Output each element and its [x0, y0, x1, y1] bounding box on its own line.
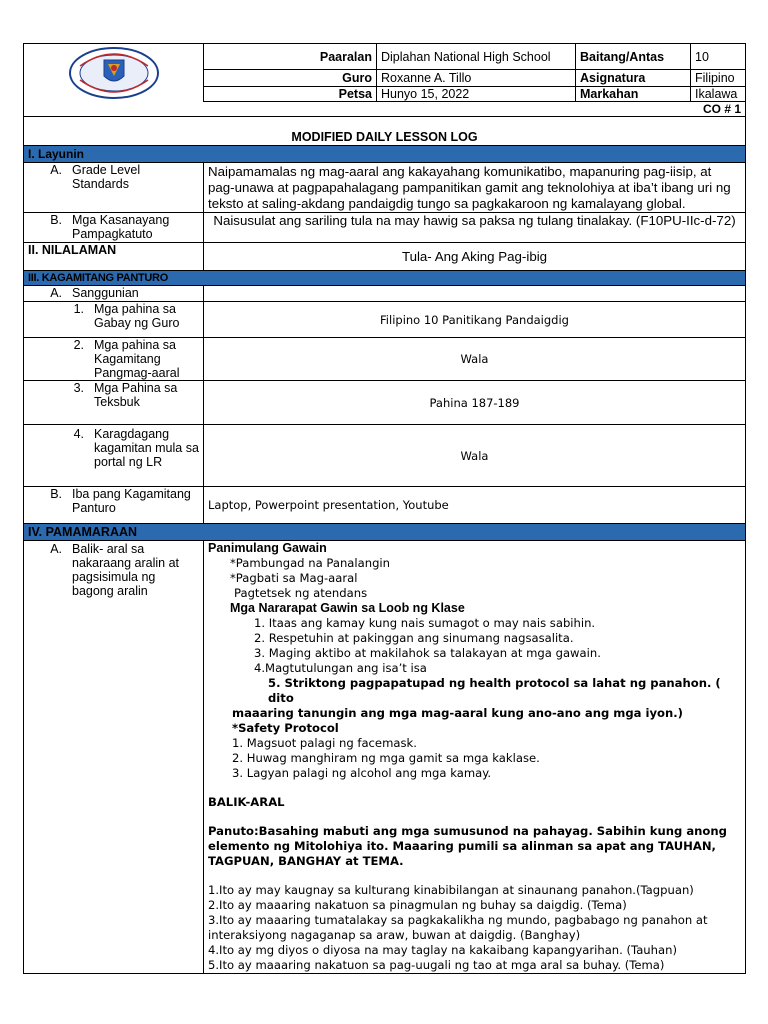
kasanayan-value: Naisusulat ang sariling tula na may hawig sa paksa ng tulang tinalakay. (F10PU-IIc-d-72) — [204, 213, 746, 243]
page-title: MODIFIED DAILY LESSON LOG — [24, 117, 746, 146]
reference-value: Filipino 10 Panitikang Pandaigdig — [204, 302, 746, 338]
item-letter: B. — [50, 213, 62, 227]
nararapat-item: 2. Respetuhin at pakinggan ang sinumang nagsasalita. — [254, 631, 574, 645]
panimula-heading: Panimulang Gawain — [208, 541, 327, 555]
item-letter: A. — [50, 163, 62, 177]
sanggunian-value — [204, 286, 746, 302]
sanggunian-label-text: Sanggunian — [72, 286, 139, 300]
co-number: CO # 1 — [24, 102, 746, 117]
reference-label — [24, 338, 204, 381]
petsa-value: Hunyo 15, 2022 — [377, 87, 576, 102]
section-kagamitan-heading: III. KAGAMITANG PANTURO — [24, 271, 746, 286]
pamamaraan-content — [204, 541, 746, 974]
nararapat-item: 3. Maging aktibo at makilahok sa talakayan at mga gawain. — [254, 646, 601, 660]
item-letter: A. — [50, 542, 62, 556]
safety-item: 1. Magsuot palagi ng facemask. — [232, 736, 417, 750]
paaralan-value: Diplahan National High School — [377, 44, 576, 70]
safety-item: 2. Huwag manghiram ng mga gamit sa mga kaklase. — [232, 751, 540, 765]
safety-item: 3. Lagyan palagi ng alcohol ang mga kamay. — [232, 766, 492, 780]
item-number: 2. — [73, 338, 84, 352]
petsa-label: Petsa — [204, 87, 377, 102]
guro-label: Guro — [204, 70, 377, 87]
grade-level-label — [24, 163, 204, 213]
reference-label-text: Mga pahina sa Kagamitang Pangmag-aaral — [94, 338, 180, 380]
item-number: 4. — [73, 427, 84, 441]
reference-label-text: Mga pahina sa Gabay ng Guro — [94, 302, 180, 330]
pahayag-item: 2.Ito ay maaaring nakatuon sa pinagmulan ng buhay sa daigdig. (Tema) — [208, 898, 627, 912]
kasanayan-label — [24, 213, 204, 243]
asignatura-value: Filipino — [691, 70, 746, 87]
safety-heading: *Safety Protocol — [232, 721, 339, 735]
pagbati-text: *Pagbati sa Mag-aaral — [230, 571, 358, 585]
panalangin-text: *Pambungad na Panalangin — [230, 556, 390, 570]
reference-value: Pahina 187-189 — [204, 381, 746, 425]
baitang-label: Baitang/Antas — [576, 44, 691, 70]
item-letter: B. — [50, 487, 62, 501]
sanggunian-label — [24, 286, 204, 302]
markahan-label: Markahan — [576, 87, 691, 102]
iba-pang-label — [24, 487, 204, 524]
pahayag-item: 1.Ito ay may kaugnay sa kulturang kinabibilangan at sinaunang panahon.(Tagpuan) — [208, 883, 694, 897]
guro-value: Roxanne A. Tillo — [377, 70, 576, 87]
lesson-log-table — [23, 43, 746, 974]
grade-level-value: Naipamamalas ng mag-aaral ang kakayahang komunikatibo, mapanuring pag-iisip, at pag-unawa at pagpapahalagang pampanitikan gamit ang teknolohiya at iba’t ibang uri ng teksto at saling-akdang pandaigdig tungo sa pagkakaroon ng kamalayang global. — [204, 163, 746, 213]
item-number: 3. — [73, 381, 84, 395]
kasanayan-label-text: Mga Kasanayang Pampagkatuto — [72, 213, 170, 241]
section-pamamaraan-heading: IV. PAMAMARAAN — [24, 524, 746, 541]
iba-pang-value: Laptop, Powerpoint presentation, Youtube — [204, 487, 746, 524]
panuto-text: Panuto:Basahing mabuti ang mga sumusunod na pahayag. Sabihin kung anong elemento ng Mitolohiya ito. Maaaring pumili sa alinman sa apat ang TAUHAN, TAGPUAN, BANGHAY at TEMA. — [208, 824, 727, 868]
reference-label — [24, 302, 204, 338]
nararapat-item: 4.Magtutulungan ang isa’t isa — [254, 661, 427, 675]
item-letter: A. — [50, 286, 62, 300]
health-protocol-line: 5. Striktong pagpapatupad ng health protocol sa lahat ng panahon. ( dito — [268, 676, 721, 705]
balik-aral-label — [24, 541, 204, 974]
nararapat-heading: Mga Nararapat Gawin sa Loob ng Klase — [230, 601, 465, 615]
asignatura-label: Asignatura — [576, 70, 691, 87]
item-number: 1. — [73, 302, 84, 316]
nilalaman-heading: II. NILALAMAN — [24, 243, 204, 271]
pagtetsek-text: Pagtetsek ng atendans — [234, 586, 368, 600]
markahan-value: Ikalawa — [691, 87, 746, 102]
deped-seal-logo — [28, 45, 199, 101]
iba-pang-label-text: Iba pang Kagamitang Panturo — [72, 487, 191, 515]
nilalaman-value: Tula- Ang Aking Pag-ibig — [204, 243, 746, 271]
grade-level-label-text: Grade Level Standards — [72, 163, 141, 191]
paaralan-label: Paaralan — [204, 44, 377, 70]
baitang-value: 10 — [691, 44, 746, 70]
pahayag-item: 4.Ito ay mg diyos o diyosa na may taglay na kakaibang kapangyarihan. (Tauhan) — [208, 943, 677, 957]
reference-value: Wala — [204, 425, 746, 487]
reference-value: Wala — [204, 338, 746, 381]
balik-aral-heading: BALIK-ARAL — [208, 795, 285, 809]
reference-label-text: Mga Pahina sa Teksbuk — [94, 381, 178, 409]
reference-label — [24, 381, 204, 425]
health-protocol-line: maaaring tanungin ang mga mag-aaral kung ano-ano ang mga iyon.) — [232, 706, 683, 720]
nararapat-item: 1. Itaas ang kamay kung nais sumagot o may nais sabihin. — [254, 616, 596, 630]
pahayag-item: 3.Ito ay maaaring tumatalakay sa pagkakalikha ng mundo, pagbabago ng panahon at interaksiyong nagaganap sa araw, buwan at daigdig. (Banghay) — [208, 913, 708, 942]
balik-aral-label-text: Balik- aral sa nakaraang aralin at pagsisimula ng bagong aralin — [72, 542, 180, 598]
reference-label — [24, 425, 204, 487]
section-layunin-heading: I. Layunin — [24, 146, 746, 163]
pahayag-item: 5.Ito ay maaaring nakatuon sa pag-uugali ng tao at mga aral sa buhay. (Tema) — [208, 958, 665, 972]
reference-label-text: Karagdagang kagamitan mula sa portal ng LR — [94, 427, 199, 469]
